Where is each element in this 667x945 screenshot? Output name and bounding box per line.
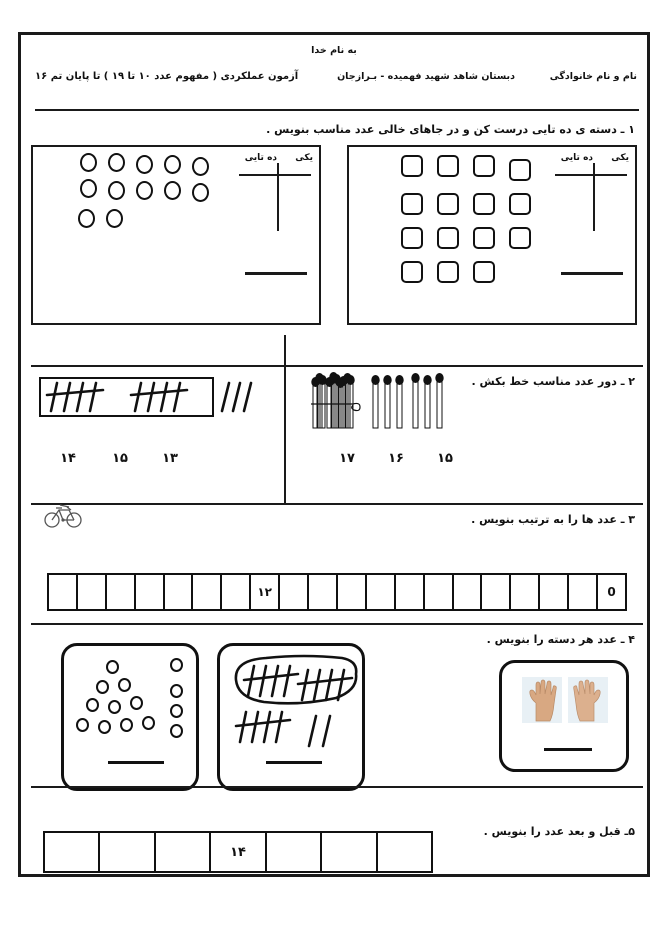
q4-tally-illustration	[224, 650, 366, 760]
q1-square	[473, 261, 495, 283]
q4-tally-box	[217, 643, 365, 791]
q3-cell[interactable]	[423, 575, 452, 609]
school-line: دبستان شاهد شهید فهمیده - بـرازجان	[337, 71, 515, 82]
q5-cell[interactable]	[376, 833, 431, 871]
worksheet-frame	[18, 32, 650, 877]
q1-circle	[136, 181, 153, 200]
q4-circle	[120, 718, 133, 732]
q4-circle	[170, 658, 183, 672]
header-row	[21, 71, 647, 89]
q1-square	[473, 193, 495, 215]
question-2-prompt: ۲ ـ دور عدد مناسب خط بکش .	[471, 375, 635, 388]
q4-section-divider	[31, 786, 643, 788]
q1-squares-chart-hline	[555, 174, 627, 176]
q5-cell[interactable]: ۱۴	[209, 833, 264, 871]
q4-tally-answer-line[interactable]	[266, 761, 322, 764]
q1-circle	[164, 155, 181, 174]
q4-circle	[108, 700, 121, 714]
q1-circle	[192, 183, 209, 202]
q1-section-divider	[31, 365, 643, 367]
q4-circle	[98, 720, 111, 734]
q4-circles-answer-line[interactable]	[108, 761, 164, 764]
q3-cell[interactable]	[307, 575, 336, 609]
q1-square	[437, 261, 459, 283]
q1-circles-answer-line[interactable]	[245, 272, 307, 275]
q2-matchstick-choice-2[interactable]: ۱۷	[339, 451, 355, 466]
q2-column-divider	[284, 367, 286, 503]
q2-tally-choice-0[interactable]: ۱۴	[60, 451, 76, 466]
q1-squares-answer-line[interactable]	[561, 272, 623, 275]
basmala-text: به نام خدا	[311, 45, 357, 56]
q1-square	[401, 261, 423, 283]
hand-photo-right	[522, 677, 562, 723]
hand-photo-left	[568, 677, 608, 723]
student-name-label: نام و نام خانوادگی	[549, 71, 637, 82]
q1-squares-ones-label: یکی	[611, 153, 629, 163]
q3-cell[interactable]	[49, 575, 76, 609]
question-4-prompt: ۴ ـ عدد هر دسته را بنویس .	[486, 633, 635, 646]
q3-cell[interactable]	[134, 575, 163, 609]
q4-circle	[76, 718, 89, 732]
hand-icon-svg	[522, 677, 562, 723]
q5-cell[interactable]	[98, 833, 153, 871]
q1-squares-tens-label: ده تایی	[560, 153, 593, 163]
q4-circle	[170, 684, 183, 698]
q4-circle	[170, 704, 183, 718]
header-divider	[35, 109, 639, 111]
question-3-prompt: ۳ ـ عدد ها را به ترتیب بنویس .	[471, 513, 635, 526]
q3-cell[interactable]	[394, 575, 423, 609]
q1-square	[437, 155, 459, 177]
tally-marks-svg	[43, 375, 268, 421]
q1-circle	[108, 181, 125, 200]
q3-cell[interactable]: 0	[596, 575, 625, 609]
q5-number-strip[interactable]	[43, 831, 433, 873]
exam-title: آزمون عملکردی ( مفهوم عدد ۱۰ تا ۱۹ ) تا پایان تم ۱۶	[35, 71, 299, 82]
q5-cell[interactable]	[265, 833, 320, 871]
q1-square	[401, 193, 423, 215]
q1-square	[473, 227, 495, 249]
q3-cell[interactable]	[480, 575, 509, 609]
q3-cell[interactable]	[76, 575, 105, 609]
q3-cell[interactable]	[105, 575, 134, 609]
q3-cell[interactable]	[365, 575, 394, 609]
q1-circle	[108, 153, 125, 172]
q4-circle	[142, 716, 155, 730]
bicycle-icon	[43, 501, 83, 529]
q1-circle	[80, 153, 97, 172]
q5-cell[interactable]	[45, 833, 98, 871]
q3-number-strip[interactable]	[47, 573, 627, 611]
q2-tally-choice-2[interactable]: ۱۳	[162, 451, 178, 466]
q2-matchstick-choice-1[interactable]: ۱۶	[388, 451, 404, 466]
q2-tally-illustration	[43, 375, 268, 421]
q3-cell[interactable]	[278, 575, 307, 609]
q1-circle	[164, 181, 181, 200]
q4-circle	[86, 698, 99, 712]
q3-cell[interactable]	[567, 575, 596, 609]
q1-square	[509, 193, 531, 215]
q3-cell[interactable]	[163, 575, 192, 609]
q1-circle	[106, 209, 123, 228]
q1-square	[437, 227, 459, 249]
question-5-prompt: ۵ـ قبل و بعد عدد را بنویس .	[483, 825, 635, 838]
q2-section-divider	[31, 503, 643, 505]
bicycle-icon-svg	[43, 501, 83, 529]
q3-cell[interactable]	[191, 575, 220, 609]
question-1-prompt: ۱ ـ دسته ی ده تایی درست کن و در جاهای خالی عدد مناسب بنویس .	[266, 123, 635, 136]
tally-marks-circled-svg	[224, 650, 366, 760]
q1-circle	[80, 179, 97, 198]
q3-cell[interactable]	[538, 575, 567, 609]
q2-matchstick-choice-0[interactable]: ۱۵	[437, 451, 453, 466]
q1-square	[401, 155, 423, 177]
matchsticks-svg	[307, 370, 457, 440]
q4-hands-answer-line[interactable]	[544, 748, 592, 751]
q4-circle	[118, 678, 131, 692]
q1-square	[509, 159, 531, 181]
q3-cell[interactable]	[509, 575, 538, 609]
q3-cell[interactable]	[220, 575, 249, 609]
q1-squares-panel	[347, 145, 637, 325]
q1-circles-panel	[31, 145, 321, 325]
q3-section-divider	[31, 623, 643, 625]
q3-cell[interactable]: ۱۲	[249, 575, 278, 609]
q4-circle	[106, 660, 119, 674]
q3-cell[interactable]	[452, 575, 481, 609]
q4-circle	[170, 724, 183, 738]
q3-cell[interactable]	[336, 575, 365, 609]
hand-icon-svg	[568, 677, 608, 723]
q4-circle	[96, 680, 109, 694]
q1-circles-ones-label: یکی	[295, 153, 313, 163]
q1-square	[509, 227, 531, 249]
q1-square	[401, 227, 423, 249]
q1-square	[473, 155, 495, 177]
q2-matchstick-illustration	[307, 370, 457, 440]
q1-circle	[136, 155, 153, 174]
q1-circles-tens-label: ده تایی	[244, 153, 277, 163]
q4-circle	[130, 696, 143, 710]
q1-square	[437, 193, 459, 215]
q5-cell[interactable]	[320, 833, 375, 871]
q1-circle	[192, 157, 209, 176]
q4-hands-box	[499, 660, 629, 772]
q1-circles-chart-hline	[239, 174, 311, 176]
q1-column-divider	[284, 335, 286, 367]
q1-circle	[78, 209, 95, 228]
q4-circles-box	[61, 643, 199, 791]
q5-cell[interactable]	[154, 833, 209, 871]
q2-tally-choice-1[interactable]: ۱۵	[112, 451, 128, 466]
